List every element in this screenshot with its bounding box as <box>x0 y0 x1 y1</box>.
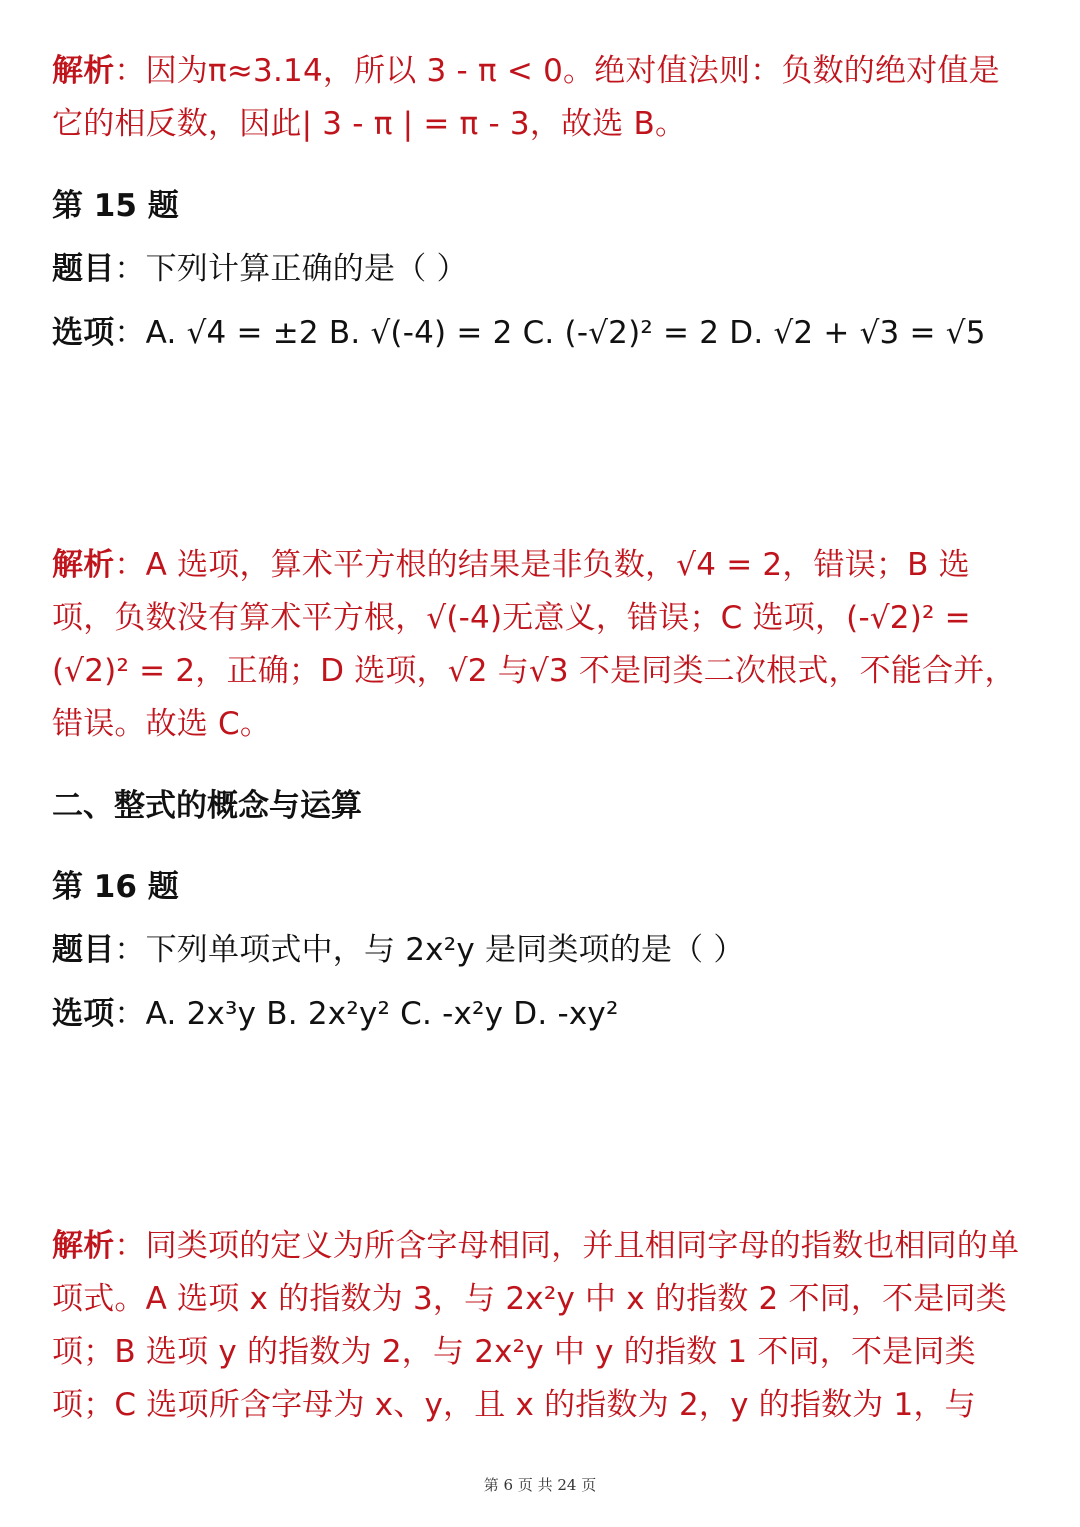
analysis-label: 解析 <box>52 547 115 583</box>
question-text: ：下列单项式中，与 2x²y 是同类项的是（ ） <box>114 932 745 968</box>
analysis-text: ：同类项的定义为所含字母相同，并且相同字母的指数也相同的单项式。A 选项 x 的指数为 3，与 2x²y 中 x 的指数 2 不同，不是同类项；B 选项 y 的指数为 2，与 2x²y 中 y 的指数 1 不同，不是同类项；C 选项所含字母为 x、y，且 x 的指数为 2，y 的指数为 1，与 <box>52 1228 1020 1423</box>
options-text: ：A. √4 = ±2 B. √(-4) = 2 C. (-√2)² = 2 D. √2 + √3 = √5 <box>114 315 986 351</box>
analysis-q15 <box>52 539 1022 751</box>
analysis-text: ：A 选项，算术平方根的结果是非负数，√4 = 2，错误；B 选项，负数没有算术平方根，√(-4)无意义，错误；C 选项，(-√2)² = (√2)² = 2，正确；D 选项，√2 与√3 不是同类二次根式，不能合并，错误。故选 C。 <box>52 547 1016 742</box>
question-16-heading: 第 16 题 <box>52 869 179 905</box>
analysis-label: 解析 <box>52 1228 115 1264</box>
options-text: ：A. 2x³y B. 2x²y² C. -x²y D. -xy² <box>114 996 619 1032</box>
options-label: 选项 <box>52 996 115 1032</box>
question-label: 题目 <box>52 251 115 287</box>
question-15-heading: 第 15 题 <box>52 188 179 224</box>
analysis-q14 <box>52 45 1022 151</box>
question-text: ：下列计算正确的是（ ） <box>114 251 468 287</box>
question-15-stem <box>52 243 1022 296</box>
analysis-q16 <box>52 1220 1022 1432</box>
analysis-label: 解析 <box>52 53 115 89</box>
page-number-footer: 第 6 页 共 24 页 <box>483 1476 597 1494</box>
question-label: 题目 <box>52 932 115 968</box>
options-label: 选项 <box>52 315 115 351</box>
question-16-stem <box>52 924 1022 977</box>
section-2-heading: 二、整式的概念与运算 <box>52 788 362 824</box>
analysis-text: ：因为π≈3.14，所以 3 - π < 0。绝对值法则：负数的绝对值是它的相反数，因此| 3 - π | = π - 3，故选 B。 <box>52 53 1000 142</box>
question-15-options <box>52 307 1022 360</box>
question-16-options <box>52 988 1022 1041</box>
